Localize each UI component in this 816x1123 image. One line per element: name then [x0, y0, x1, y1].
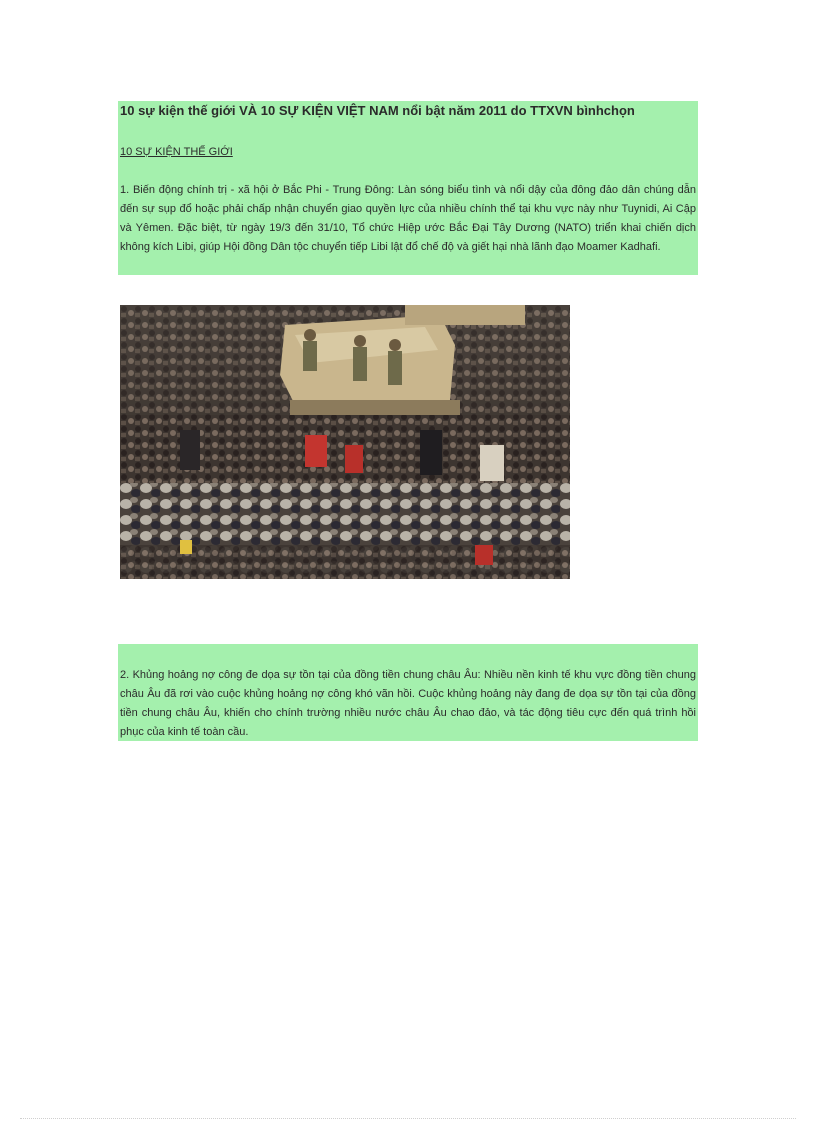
- section-heading-world-events: 10 SỰ KIỆN THẾ GIỚI: [120, 146, 233, 158]
- document-title: 10 sự kiện thế giới VÀ 10 SỰ KIỆN VIỆT NAM nổi bật năm 2011 do TTXVN bìnhchọn: [120, 103, 635, 118]
- page-edge-divider: [20, 1118, 796, 1119]
- event-2-paragraph: 2. Khủng hoảng nợ công đe dọa sự tồn tại của đồng tiền chung châu Âu: Nhiều nền kinh tế khu vực đồng tiền chung châu Âu đã rơi vào cuộc khủng hoảng nợ công khó vãn hồi. Cuộc khủng hoảng này đang đe dọa sự tồn tại của đồng tiền chung châu Âu, khiến cho chính trường nhiều nước châu Âu chao đảo, và tác động tiêu cực đến quá trình hồi phục của kinh tế toàn cầu.: [120, 669, 696, 738]
- event-1-paragraph: 1. Biến động chính trị - xã hội ở Bắc Phi - Trung Đông: Làn sóng biểu tình và nổi dậy của đông đảo dân chúng dẫn đến sự sụp đổ hoặc phải chấp nhận chuyển giao quyền lực của nhiều chính thể tại khu vực này như Tuynidi, Ai Cập và Yêmen. Đặc biệt, từ ngày 19/3 đến 31/10, Tổ chức Hiệp ước Bắc Đại Tây Dương (NATO) triển khai chiến dịch không kích Libi, giúp Hội đồng Dân tộc chuyển tiếp Libi lật đổ chế độ và giết hại nhà lãnh đạo Moamer Kadhafi.: [120, 184, 696, 253]
- crowd-prayer-photo: [120, 305, 570, 579]
